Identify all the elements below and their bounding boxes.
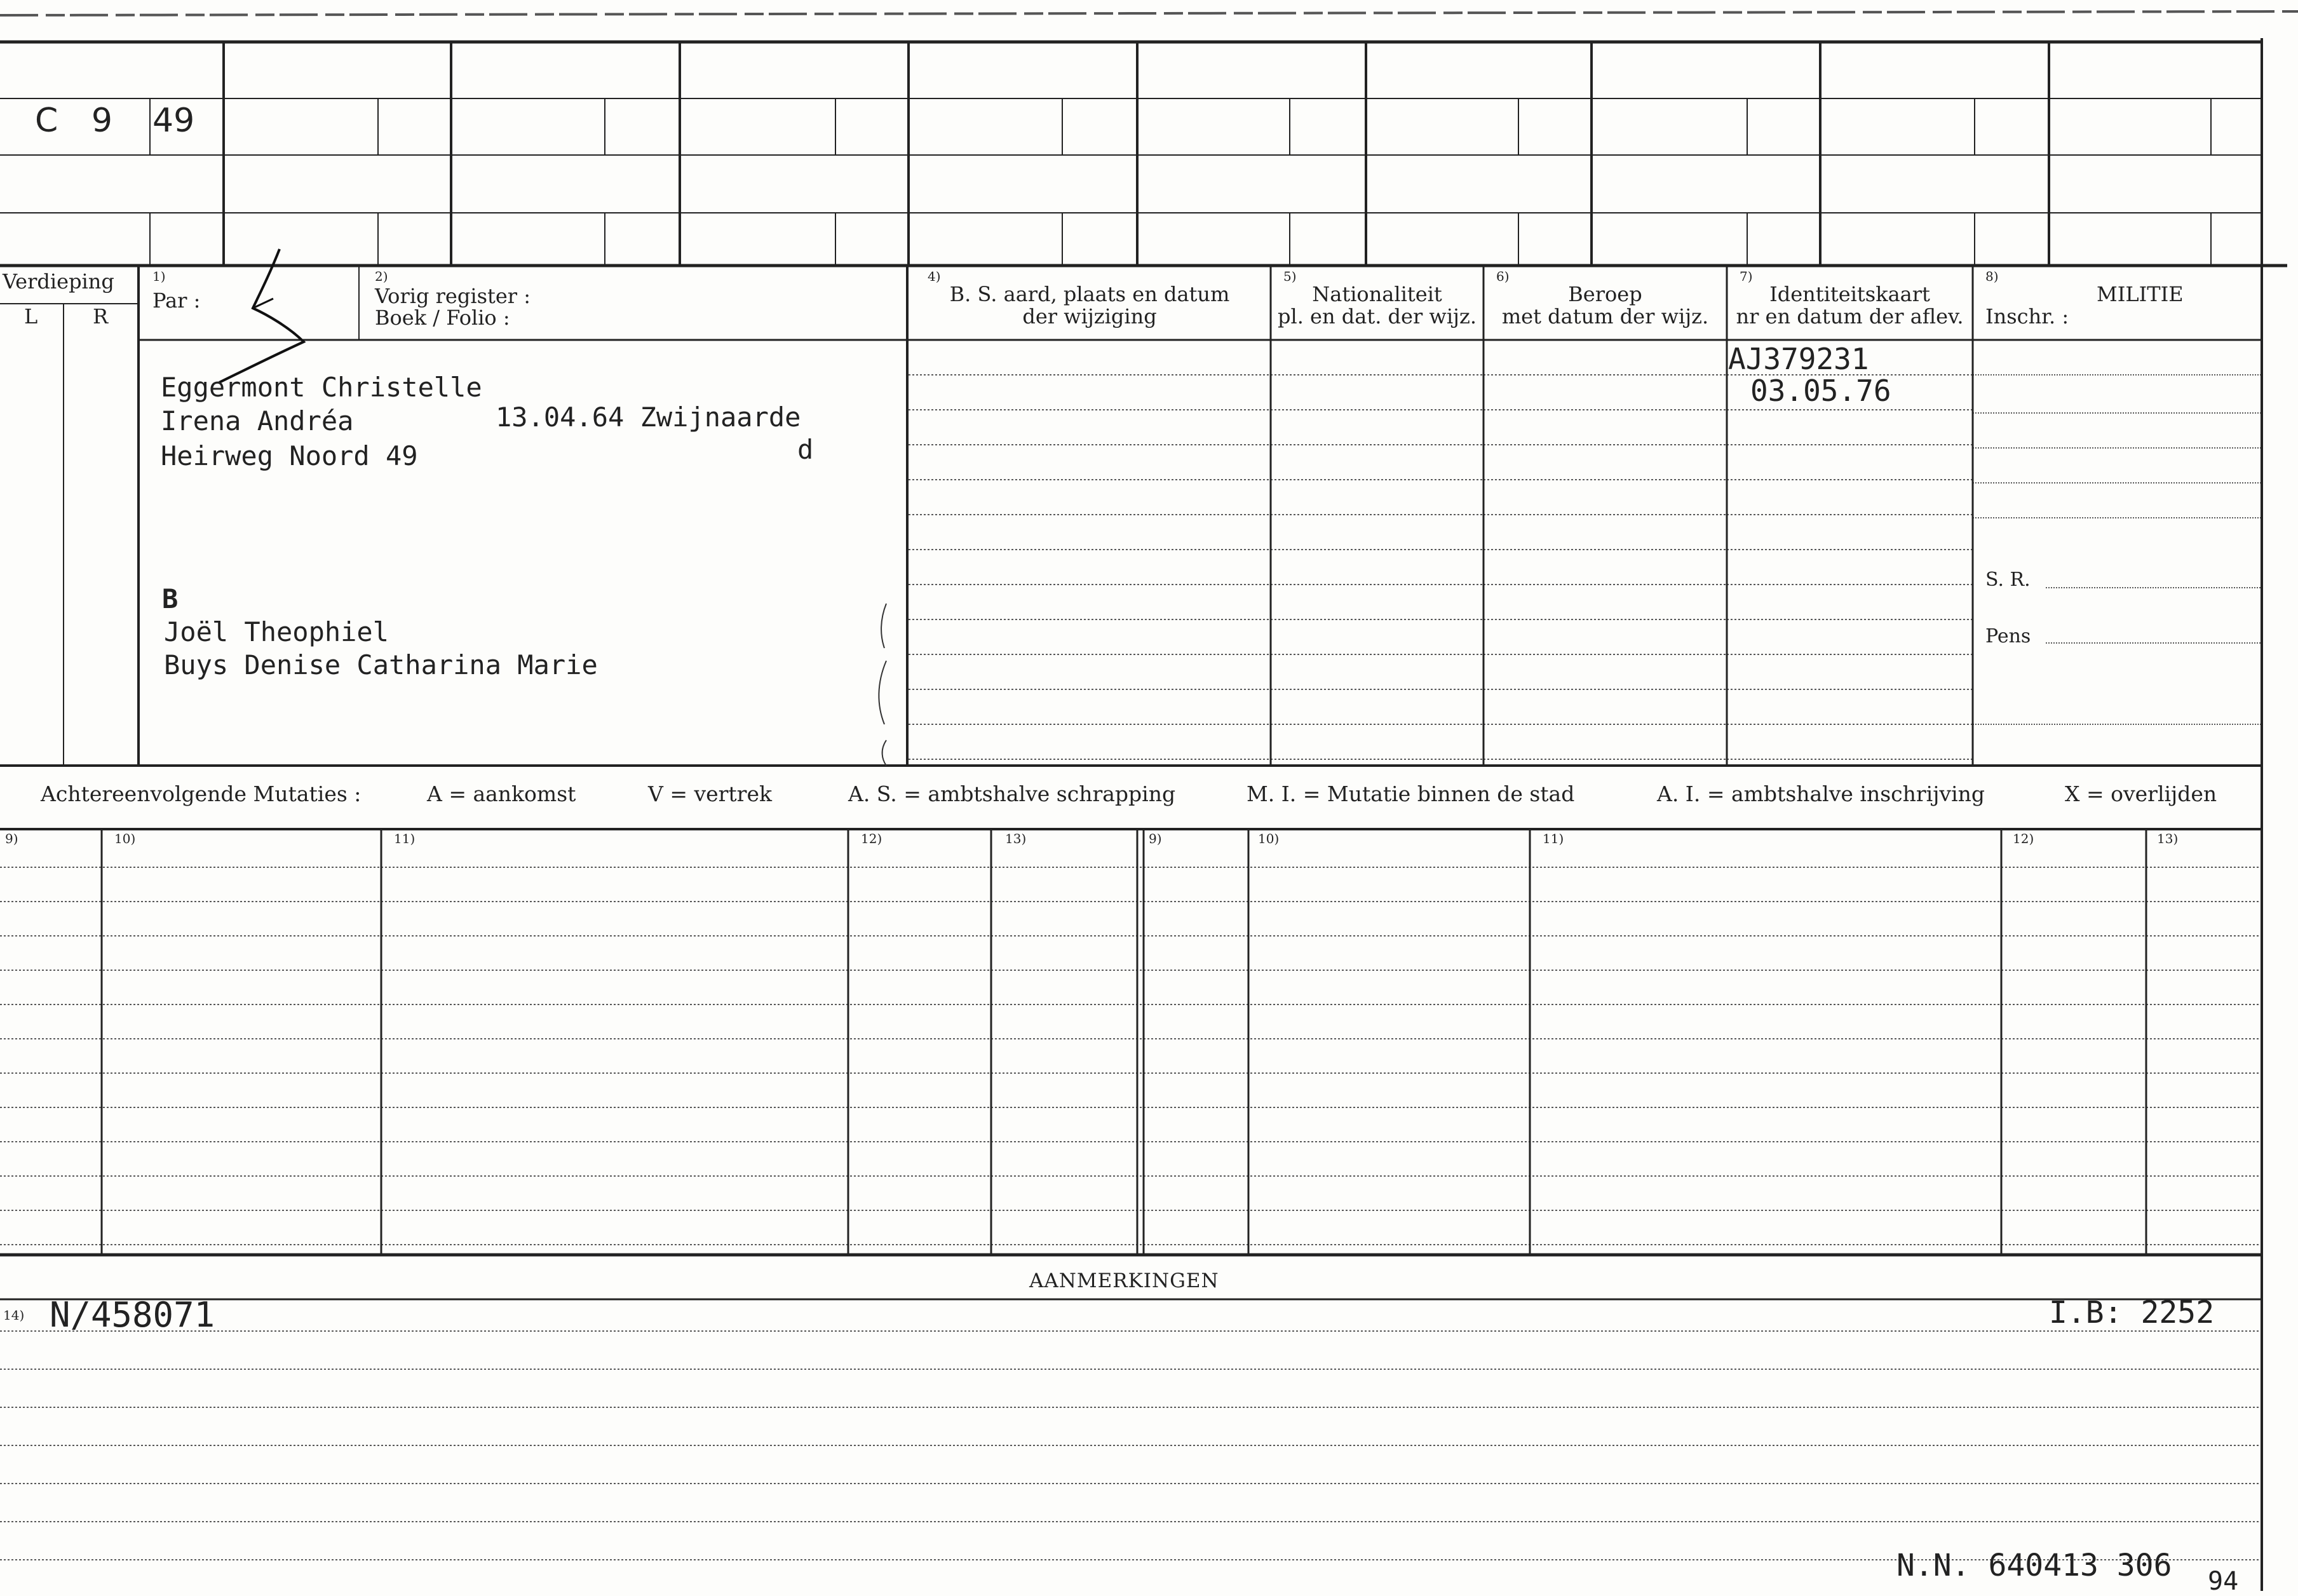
mut-left-col-10: 10) xyxy=(114,831,136,846)
person-birth: 13.04.64 Zwijnaarde xyxy=(496,402,801,433)
person-name-line2: Irena Andréa xyxy=(161,405,354,436)
identiteit-header-line1: Identiteitskaart xyxy=(1769,282,1930,306)
mut-left-col-12: 12) xyxy=(861,831,882,846)
person-address: Heirweg Noord 49 xyxy=(161,440,418,471)
par-label: Par : xyxy=(152,288,201,313)
field-number-8: 8) xyxy=(1985,269,1999,284)
legend-vertrek: V = vertrek xyxy=(648,781,772,806)
national-number-suffix: 94 xyxy=(2208,1567,2239,1596)
mut-right-col-12: 12) xyxy=(2013,831,2034,846)
links-label: L xyxy=(24,304,38,328)
beroep-header-line2: met datum der wijz. xyxy=(1501,304,1709,328)
status-mark-d: d xyxy=(797,434,814,465)
rechts-label: R xyxy=(93,304,109,328)
vorig-register-label: Vorig register : xyxy=(375,284,531,308)
wijk-code: C 9 xyxy=(35,102,124,140)
field-number-2: 2) xyxy=(375,269,388,284)
militie-header: MILITIE xyxy=(2097,282,2184,306)
legend-overlijden: X = overlijden xyxy=(2065,781,2217,806)
national-number: N.N. 640413 306 xyxy=(1896,1548,2172,1583)
mutaties-title: Achtereenvolgende Mutaties : xyxy=(41,781,362,806)
mut-left-col-13: 13) xyxy=(1005,831,1027,846)
identiteit-header-line2: nr en datum der aflev. xyxy=(1736,304,1964,328)
field-number-5: 5) xyxy=(1283,269,1297,284)
identity-card-number: AJ379231 xyxy=(1728,342,1869,376)
aanmerkingen-title: AANMERKINGEN xyxy=(1029,1269,1219,1292)
bs-header-line1: B. S. aard, plaats en datum xyxy=(949,282,1230,306)
house-number: 49 xyxy=(152,102,195,140)
inschr-label: Inschr. : xyxy=(1985,304,2069,328)
mut-right-col-10: 10) xyxy=(1258,831,1280,846)
bs-header-line2: der wijziging xyxy=(1022,304,1157,328)
legend-ambtshalve-schrapping: A. S. = ambtshalve schrapping xyxy=(848,781,1176,806)
boek-folio-label: Boek / Folio : xyxy=(375,306,510,330)
identity-card-date: 03.05.76 xyxy=(1750,374,1891,408)
mother-name: Buys Denise Catharina Marie xyxy=(164,649,598,680)
field-number-1: 1) xyxy=(152,269,166,284)
mut-right-col-11: 11) xyxy=(1543,831,1564,846)
mut-right-col-9: 9) xyxy=(1149,831,1162,846)
verdieping-label: Verdieping xyxy=(3,269,114,294)
field-number-4: 4) xyxy=(928,269,941,284)
father-name: Joël Theophiel xyxy=(164,616,389,647)
legend-aankomst: A = aankomst xyxy=(427,781,576,806)
pens-label: Pens xyxy=(1985,625,2031,647)
sr-label: S. R. xyxy=(1985,569,2031,591)
legend-mutatie-binnen-stad: M. I. = Mutatie binnen de stad xyxy=(1247,781,1575,806)
field-number-14: 14) xyxy=(3,1308,25,1323)
remark-number: N/458071 xyxy=(50,1295,215,1335)
beroep-header-line1: Beroep xyxy=(1568,282,1642,306)
letter-b: B xyxy=(162,583,179,614)
field-number-7: 7) xyxy=(1740,269,1753,284)
legend-ambtshalve-inschrijving: A. I. = ambtshalve inschrijving xyxy=(1657,781,1985,806)
nationaliteit-header-line1: Nationaliteit xyxy=(1312,282,1442,306)
person-name-line1: Eggermont Christelle xyxy=(161,372,482,403)
mut-left-col-9: 9) xyxy=(5,831,18,846)
nationaliteit-header-line2: pl. en dat. der wijz. xyxy=(1277,304,1477,328)
mut-left-col-11: 11) xyxy=(394,831,416,846)
field-number-6: 6) xyxy=(1496,269,1510,284)
ib-number: I.B: 2252 xyxy=(2049,1295,2215,1330)
mut-right-col-13: 13) xyxy=(2157,831,2179,846)
